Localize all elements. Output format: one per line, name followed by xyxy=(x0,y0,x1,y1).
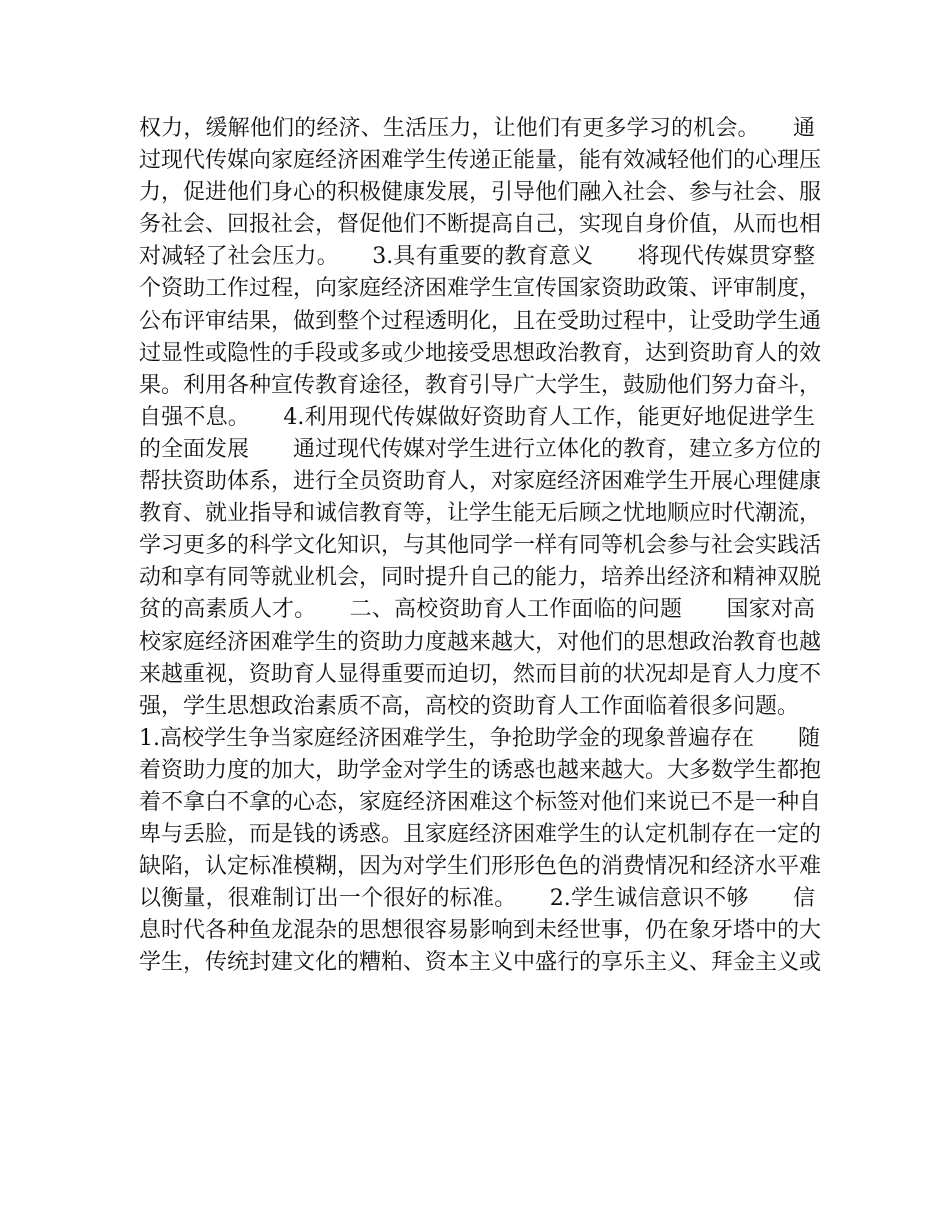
text-line-21: 着资助力度的加大，助学金对学生的诱惑也越来越大。大多数学生都抱 xyxy=(139,757,822,783)
text-line-8: 过显性或隐性的手段或多或少地接受思想政治教育，达到资助育人的效 xyxy=(139,340,822,366)
text-line-20: 1.高校学生争当家庭经济困难学生，争抢助学金的现象普遍存在 随 xyxy=(139,725,820,751)
text-line-11: 的全面发展 通过现代传媒对学生进行立体化的教育，建立多方位的 xyxy=(139,436,822,462)
text-line-25: 以衡量，很难制订出一个很好的标准。 2.学生诚信意识不够 信 xyxy=(139,886,815,912)
text-line-23: 卑与丢脸，而是钱的诱惑。且家庭经济困难学生的认定机制存在一定的 xyxy=(139,822,822,848)
text-line-5: 对减轻了社会压力。 3.具有重要的教育意义 将现代传媒贯穿整 xyxy=(139,244,815,270)
text-line-10: 自强不息。 4.利用现代传媒做好资助育人工作，能更好地促进学生 xyxy=(139,404,815,430)
text-line-14: 学习更多的科学文化知识，与其他同学一样有同等机会参与社会实践活 xyxy=(139,533,822,559)
text-line-1: 权力，缓解他们的经济、生活压力，让他们有更多学习的机会。 通 xyxy=(139,116,815,141)
text-line-3: 力，促进他们身心的积极健康发展，引导他们融入社会、参与社会、服 xyxy=(139,180,822,206)
text-line-6: 个资助工作过程，向家庭经济困难学生宣传国家资助政策、评审制度， xyxy=(139,276,822,302)
text-line-13: 教育、就业指导和诚信教育等，让学生能无后顾之忧地顺应时代潮流， xyxy=(139,501,822,527)
text-line-16: 贫的高素质人才。 二、高校资助育人工作面临的问题 国家对高 xyxy=(139,597,815,623)
text-line-12: 帮扶资助体系，进行全员资助育人，对家庭经济困难学生开展心理健康 xyxy=(139,469,822,495)
text-line-18: 来越重视，资助育人显得重要而迫切，然而目前的状况却是育人力度不 xyxy=(139,661,822,687)
text-line-22: 着不拿白不拿的心态，家庭经济困难这个标签对他们来说已不是一种自 xyxy=(139,789,822,815)
text-line-17: 校家庭经济困难学生的资助力度越来越大，对他们的思想政治教育也越 xyxy=(139,629,822,655)
text-line-27: 学生，传统封建文化的糟粕、资本主义中盛行的享乐主义、拜金主义或 xyxy=(139,950,822,976)
text-line-4: 务社会、回报社会，督促他们不断提高自己，实现自身价值，从而也相 xyxy=(139,212,822,238)
text-line-15: 动和享有同等就业机会，同时提升自己的能力，培养出经济和精神双脱 xyxy=(139,565,822,591)
text-line-24: 缺陷，认定标准模糊，因为对学生们形形色色的消费情况和经济水平难 xyxy=(139,854,822,880)
text-line-2: 过现代传媒向家庭经济困难学生传递正能量，能有效减轻他们的心理压 xyxy=(139,148,822,174)
text-line-7: 公布评审结果，做到整个过程透明化，且在受助过程中，让受助学生通 xyxy=(139,308,822,334)
text-line-19: 强，学生思想政治素质不高，高校的资助育人工作面临着很多问题。 xyxy=(139,693,800,719)
text-line-26: 息时代各种鱼龙混杂的思想很容易影响到未经世事，仍在象牙塔中的大 xyxy=(139,918,822,944)
text-line-9: 果。利用各种宣传教育途径，教育引导广大学生，鼓励他们努力奋斗， xyxy=(139,372,822,398)
body-text xyxy=(139,113,822,980)
